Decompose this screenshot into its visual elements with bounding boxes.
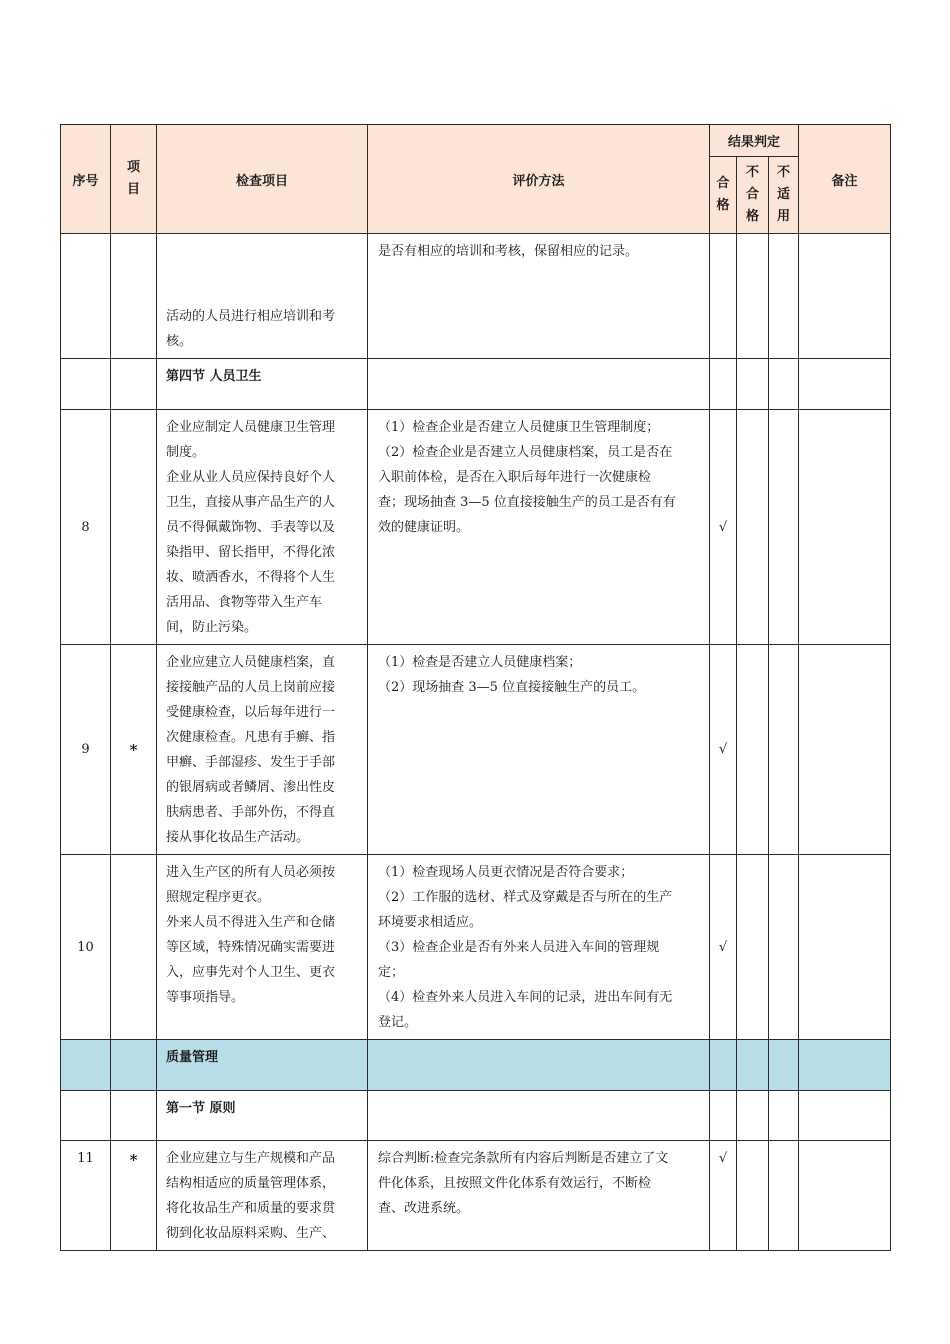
na-cell: [769, 1091, 799, 1141]
table-body: [61, 234, 891, 1251]
check-item-cell: [157, 410, 368, 645]
method-cell: [368, 359, 710, 410]
header-eval-method: 评价方法: [368, 125, 710, 234]
fail-mark: [737, 234, 769, 359]
seq-cell: [61, 1040, 111, 1091]
pass-mark: [710, 234, 737, 359]
method-cell: [368, 1040, 710, 1091]
check-item-line: 照规定程序更衣。: [166, 890, 271, 905]
header-remark: 备注: [799, 125, 891, 234]
header-pass: [710, 157, 737, 234]
header-na-char: 适: [776, 187, 790, 202]
seq-cell: [61, 1091, 111, 1141]
check-item-line: 进入生产区的所有人员必须按: [166, 865, 336, 880]
key-cell: [111, 1040, 157, 1091]
key-cell: [111, 359, 157, 410]
pass-mark: √: [710, 645, 737, 855]
na-mark: [769, 1141, 799, 1251]
check-item-line: 染指甲、留长指甲，不得化浓: [166, 545, 336, 560]
na-cell: [769, 359, 799, 410]
chapter-row: [61, 1040, 891, 1091]
pass-cell: [710, 1040, 737, 1091]
remark-cell: [799, 1091, 891, 1141]
section-title: 第四节 人员卫生: [157, 359, 368, 410]
pass-mark: √: [710, 855, 737, 1040]
check-item-line: 次健康检查。凡患有手癣、指: [166, 730, 336, 745]
check-item-line: 活用品、食物等带入生产车: [166, 595, 323, 610]
fail-mark: [737, 1141, 769, 1251]
section-title: 质量管理: [157, 1040, 368, 1091]
pass-cell: [710, 359, 737, 410]
check-item-line: 等事项指导。: [166, 990, 245, 1005]
check-item-line: 企业从业人员应保持良好个人: [166, 470, 336, 485]
eval-method-line: 登记。: [378, 1015, 418, 1030]
table-row: [61, 855, 891, 1040]
eval-method-line: （1）检查企业是否建立人员健康卫生管理制度；: [378, 420, 660, 435]
check-item-line: 妆、喷洒香水，不得将个人生: [166, 570, 336, 585]
remark-cell: [799, 645, 891, 855]
check-item-line: 间，防止污染。: [166, 620, 258, 635]
check-item-line: 核。: [166, 334, 193, 349]
eval-method-line: 效的健康证明。: [378, 520, 470, 535]
table-row: [61, 410, 891, 645]
check-item-line: 等区域，特殊情况确实需要进: [166, 940, 336, 955]
check-item-line: 肤病患者、手部外伤，不得直: [166, 805, 336, 820]
header-result-group: 结果判定: [710, 125, 799, 157]
eval-method-line: 综合判断:检查完条款所有内容后判断是否建立了文: [378, 1151, 669, 1166]
eval-method-line: （4）检查外来人员进入车间的记录，进出车间有无: [378, 990, 673, 1005]
eval-method-line: 件化体系，且按照文件化体系有效运行，不断检: [378, 1176, 652, 1191]
eval-method-cell: [368, 645, 710, 855]
seq-cell: [61, 359, 111, 410]
key-item-marker: *: [111, 645, 157, 855]
check-item-line: 制度。: [166, 445, 206, 460]
na-mark: [769, 234, 799, 359]
section-title: 第一节 原则: [157, 1091, 368, 1141]
remark-cell: [799, 1141, 891, 1251]
header-na: [769, 157, 799, 234]
check-item-line: 彻到化妆品原料采购、生产、: [166, 1226, 336, 1241]
fail-mark: [737, 410, 769, 645]
na-mark: [769, 855, 799, 1040]
header-pass-char: 合: [716, 176, 730, 191]
check-item-cell: [157, 855, 368, 1040]
na-cell: [769, 1040, 799, 1091]
fail-cell: [737, 1040, 769, 1091]
seq-number: [61, 234, 111, 359]
eval-method-line: 定；: [378, 965, 405, 980]
inspection-table: [60, 124, 891, 1251]
header-fail-char: 不: [745, 165, 759, 180]
fail-mark: [737, 645, 769, 855]
seq-number: 9: [61, 645, 111, 855]
eval-method-line: 查；现场抽查 3—5 位直接接触生产的员工是否有有: [378, 495, 676, 510]
eval-method-line: 查、改进系统。: [378, 1201, 470, 1216]
method-cell: [368, 1091, 710, 1141]
table-row: [61, 1141, 891, 1251]
check-item-cell: [157, 234, 368, 359]
header-item: [111, 125, 157, 234]
check-item-line: 企业应建立与生产规模和产品: [166, 1151, 336, 1166]
check-item-line: 企业应制定人员健康卫生管理: [166, 420, 336, 435]
eval-method-cell: [368, 410, 710, 645]
eval-method-line: （2）工作服的选材、样式及穿戴是否与所在的生产: [378, 890, 673, 905]
fail-cell: [737, 359, 769, 410]
eval-method-line: （1）检查现场人员更衣情况是否符合要求；: [378, 865, 634, 880]
check-item-line: 将化妆品生产和质量的要求贯: [166, 1201, 336, 1216]
fail-cell: [737, 1091, 769, 1141]
na-mark: [769, 645, 799, 855]
pass-cell: [710, 1091, 737, 1141]
check-item-line: 受健康检查，以后每年进行一: [166, 705, 336, 720]
seq-number: 11: [61, 1141, 111, 1251]
header-fail-char: 格: [745, 209, 759, 224]
eval-method-line: 是否有相应的培训和考核，保留相应的记录。: [378, 244, 639, 259]
check-item-cell: [157, 645, 368, 855]
check-item-line: 入，应事先对个人卫生、更衣: [166, 965, 336, 980]
header-na-char: 不: [776, 165, 790, 180]
table-row: [61, 645, 891, 855]
header-na-char: 用: [776, 209, 790, 224]
key-cell: [111, 1091, 157, 1141]
eval-method-line: 环境要求相适应。: [378, 915, 483, 930]
remark-cell: [799, 410, 891, 645]
header-fail: [737, 157, 769, 234]
eval-method-line: （1）检查是否建立人员健康档案；: [378, 655, 582, 670]
header-item-top: 项: [126, 160, 140, 175]
key-item-marker: *: [111, 1141, 157, 1251]
check-item-cell: [157, 1141, 368, 1251]
eval-method-cell: [368, 1141, 710, 1251]
key-item-marker: [111, 855, 157, 1040]
remark-cell: [799, 234, 891, 359]
remark-cell: [799, 855, 891, 1040]
na-mark: [769, 410, 799, 645]
header-check-item: 检查项目: [157, 125, 368, 234]
seq-number: 8: [61, 410, 111, 645]
remark-cell: [799, 359, 891, 410]
remark-cell: [799, 1040, 891, 1091]
pass-mark: √: [710, 1141, 737, 1251]
fail-mark: [737, 855, 769, 1040]
pass-mark: √: [710, 410, 737, 645]
table-row: [61, 234, 891, 359]
eval-method-line: （2）现场抽查 3—5 位直接接触生产的员工。: [378, 680, 646, 695]
eval-method-cell: [368, 234, 710, 359]
check-item-line: 接从事化妆品生产活动。: [166, 830, 310, 845]
key-item-marker: [111, 410, 157, 645]
header-item-bottom: 目: [126, 182, 140, 197]
check-item-line: 外来人员不得进入生产和仓储: [166, 915, 336, 930]
check-item-line: 员不得佩戴饰物、手表等以及: [166, 520, 336, 535]
table-header: [61, 125, 891, 234]
eval-method-line: 入职前体检，是否在入职后每年进行一次健康检: [378, 470, 652, 485]
section-row: [61, 1091, 891, 1141]
seq-number: 10: [61, 855, 111, 1040]
header-fail-char: 合: [745, 187, 759, 202]
eval-method-line: （3）检查企业是否有外来人员进入车间的管理规: [378, 940, 660, 955]
section-row: [61, 359, 891, 410]
check-item-line: 结构相适应的质量管理体系，: [166, 1176, 336, 1191]
eval-method-line: （2）检查企业是否建立人员健康档案，员工是否在: [378, 445, 673, 460]
header-seq: 序号: [61, 125, 111, 234]
check-item-line: 企业应建立人员健康档案，直: [166, 655, 336, 670]
check-item-line: 甲癣、手部湿疹、发生于手部: [166, 755, 336, 770]
check-item-line: 接接触产品的人员上岗前应接: [166, 680, 336, 695]
header-pass-char: 格: [716, 198, 730, 213]
check-item-line: 的银屑病或者鳞屑、渗出性皮: [166, 780, 336, 795]
key-item-marker: [111, 234, 157, 359]
check-item-line: 活动的人员进行相应培训和考: [166, 309, 336, 324]
eval-method-cell: [368, 855, 710, 1040]
check-item-line: 卫生，直接从事产品生产的人: [166, 495, 336, 510]
